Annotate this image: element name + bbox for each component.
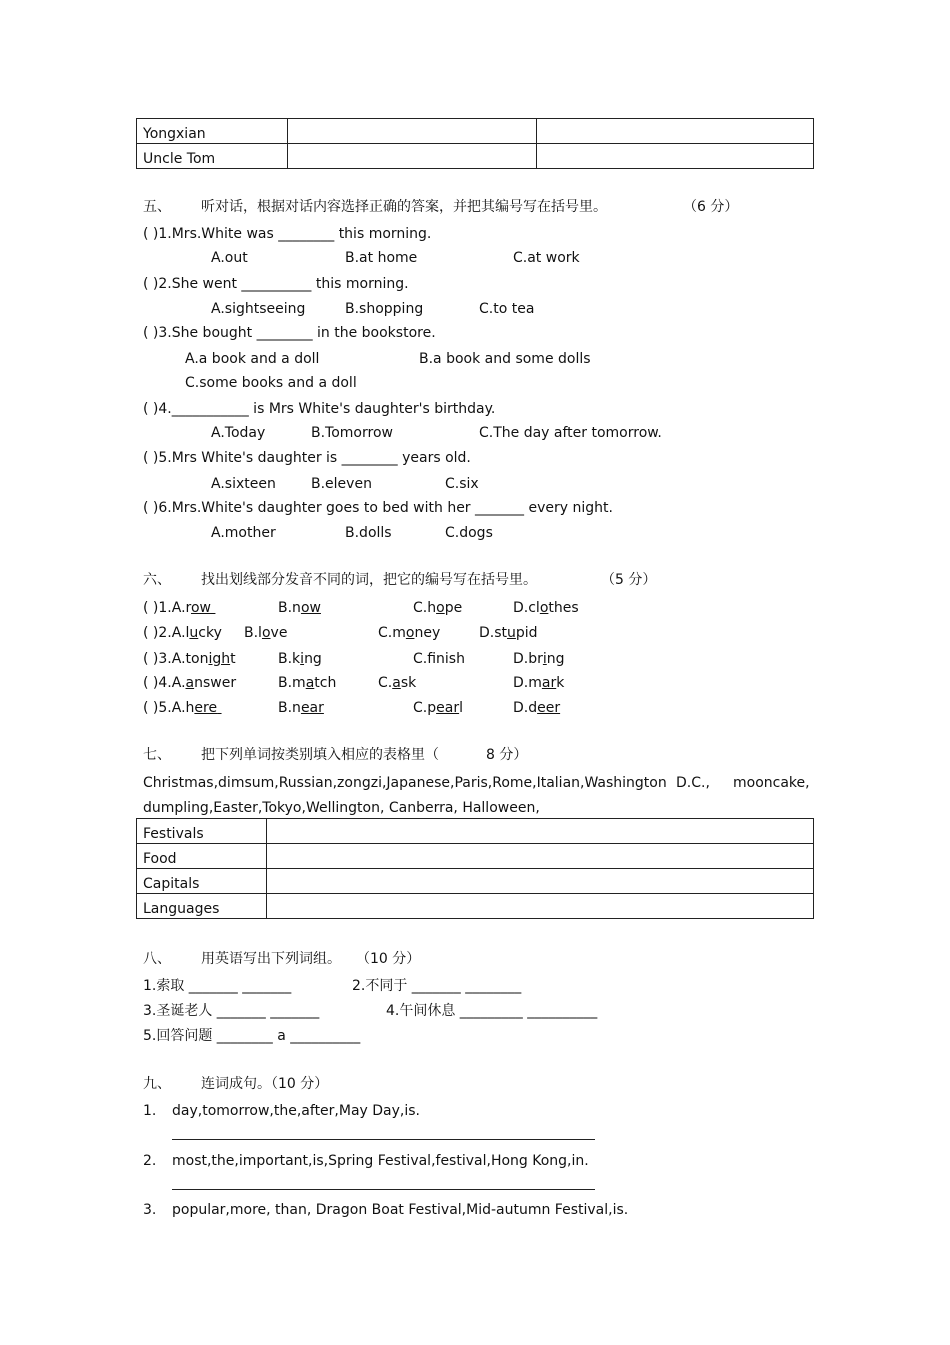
table-cell (537, 119, 814, 144)
q5-6-option-c: C.dogs (445, 525, 493, 541)
word-list-line1-dc: D.C., (676, 775, 710, 791)
q6-3-option-b: B.king (278, 651, 322, 667)
sentence-words: day,tomorrow,the,after,May Day,is. (172, 1103, 421, 1119)
table-row (137, 894, 814, 919)
q5-1-option-a: A.out (211, 250, 248, 266)
answer-cell[interactable] (267, 819, 814, 844)
table-row (137, 119, 814, 144)
category-label: Food (137, 844, 267, 869)
q6-3-option-d: D.bring (513, 651, 565, 667)
q6-2-option-a: ( )2.A.lucky (143, 625, 222, 641)
section6-number: 六、 (143, 572, 171, 588)
q6-4-option-a: ( )4.A.answer (143, 675, 237, 691)
phrase-item: 2.不同于 _______ ________ (352, 978, 522, 994)
table-row (137, 869, 814, 894)
section7-instruction: 把下列单词按类别填入相应的表格里（ (201, 747, 439, 763)
q6-2-option-c: C.money (378, 625, 441, 641)
answer-line[interactable] (172, 1139, 595, 1140)
q5-3-option-b: B.a book and some dolls (419, 351, 591, 367)
q5-3-option-c: C.some books and a doll (185, 375, 357, 391)
q5-4-option-a: A.Today (211, 425, 266, 441)
q6-4-option-c: C.ask (378, 675, 417, 691)
q6-5-option-c: C.pearl (413, 700, 463, 716)
section8-number: 八、 (143, 951, 171, 967)
table-cell: Uncle Tom (137, 144, 288, 169)
phrase-item: 3.圣诞老人 _______ _______ (143, 1003, 320, 1019)
table-row (137, 144, 814, 169)
section9-instruction: 连词成句。（10 分） (201, 1076, 329, 1092)
word-list-line1-end: mooncake, (733, 775, 810, 791)
category-label: Festivals (137, 819, 267, 844)
section6-score: （5 分） (601, 572, 657, 588)
sentence-words: most,the,important,is,Spring Festival,festival,Hong Kong,in. (172, 1153, 589, 1169)
top-table (136, 118, 814, 169)
sentence-words: popular,more, than, Dragon Boat Festival,Mid-autumn Festival,is. (172, 1202, 629, 1218)
category-label: Capitals (137, 869, 267, 894)
section5-number: 五、 (143, 199, 171, 215)
q5-1-stem: ( )1.Mrs.White was ________ this morning. (143, 226, 432, 242)
q6-1-option-b: B.now (278, 600, 321, 616)
q6-4-option-d: D.mark (513, 675, 565, 691)
section5-instruction: 听对话，根据对话内容选择正确的答案，并把其编号写在括号里。 (201, 199, 607, 215)
section7-number: 七、 (143, 747, 171, 763)
q6-1-option-a: ( )1.A.row (143, 600, 211, 616)
q6-3-option-a: ( )3.A.tonight (143, 651, 236, 667)
phrase-item: 5.回答问题 ________ a __________ (143, 1028, 361, 1044)
q6-4-option-b: B.match (278, 675, 337, 691)
q5-5-option-c: C.six (445, 476, 479, 492)
answer-cell[interactable] (267, 844, 814, 869)
q5-2-option-a: A.sightseeing (211, 301, 306, 317)
sentence-number: 2. (143, 1153, 157, 1169)
q5-1-option-c: C.at work (513, 250, 580, 266)
phrase-item: 1.索取 _______ _______ (143, 978, 292, 994)
category-table (136, 818, 814, 919)
q5-4-option-b: B.Tomorrow (311, 425, 393, 441)
table-cell: Yongxian (137, 119, 288, 144)
section8-instruction: 用英语写出下列词组。 (201, 951, 341, 967)
q6-1-option-c: C.hope (413, 600, 463, 616)
sentence-number: 1. (143, 1103, 157, 1119)
q5-2-option-b: B.shopping (345, 301, 424, 317)
word-list-line2: dumpling,Easter,Tokyo,Wellington, Canberra, Halloween, (143, 800, 540, 816)
q5-4-option-c: C.The day after tomorrow. (479, 425, 662, 441)
q6-1-option-d: D.clothes (513, 600, 579, 616)
category-label: Languages (137, 894, 267, 919)
table-row (137, 819, 814, 844)
q6-2-option-d: D.stupid (479, 625, 538, 641)
q5-2-option-c: C.to tea (479, 301, 535, 317)
q5-5-option-b: B.eleven (311, 476, 372, 492)
q5-2-stem: ( )2.She went __________ this morning. (143, 276, 409, 292)
q6-5-option-a: ( )5.A.here (143, 700, 218, 716)
q5-5-stem: ( )5.Mrs White's daughter is ________ years old. (143, 450, 471, 466)
q5-5-option-a: A.sixteen (211, 476, 276, 492)
section6-instruction: 找出划线部分发音不同的词，把它的编号写在括号里。 (201, 572, 537, 588)
q5-6-option-a: A.mother (211, 525, 276, 541)
q5-4-stem: ( )4.___________ is Mrs White's daughter's birthday. (143, 401, 496, 417)
sentence-number: 3. (143, 1202, 157, 1218)
q6-3-option-c: C.fnish (413, 651, 465, 667)
phrase-item: 4.午间休息 _________ __________ (386, 1003, 598, 1019)
q5-6-stem: ( )6.Mrs.White's daughter goes to bed with her _______ every night. (143, 500, 613, 516)
section5-score: （6 分） (683, 199, 739, 215)
table-cell (288, 144, 537, 169)
q6-5-option-b: B.near (278, 700, 324, 716)
answer-cell[interactable] (267, 894, 814, 919)
section7-score: 8 分） (486, 747, 528, 763)
q5-1-option-b: B.at home (345, 250, 418, 266)
q5-3-stem: ( )3.She bought ________ in the bookstore. (143, 325, 436, 341)
q6-5-option-d: D.deer (513, 700, 561, 716)
q5-6-option-b: B.dolls (345, 525, 392, 541)
answer-line[interactable] (172, 1189, 595, 1190)
table-cell (288, 119, 537, 144)
table-row (137, 844, 814, 869)
section9-number: 九、 (143, 1076, 171, 1092)
answer-cell[interactable] (267, 869, 814, 894)
section8-score: （10 分） (356, 951, 421, 967)
table-cell (537, 144, 814, 169)
word-list-line1: Christmas,dimsum,Russian,zongzi,Japanese,Paris,Rome,Italian,Washington (143, 775, 667, 791)
q6-2-option-b: B.love (244, 625, 288, 641)
q5-3-option-a: A.a book and a doll (185, 351, 320, 367)
